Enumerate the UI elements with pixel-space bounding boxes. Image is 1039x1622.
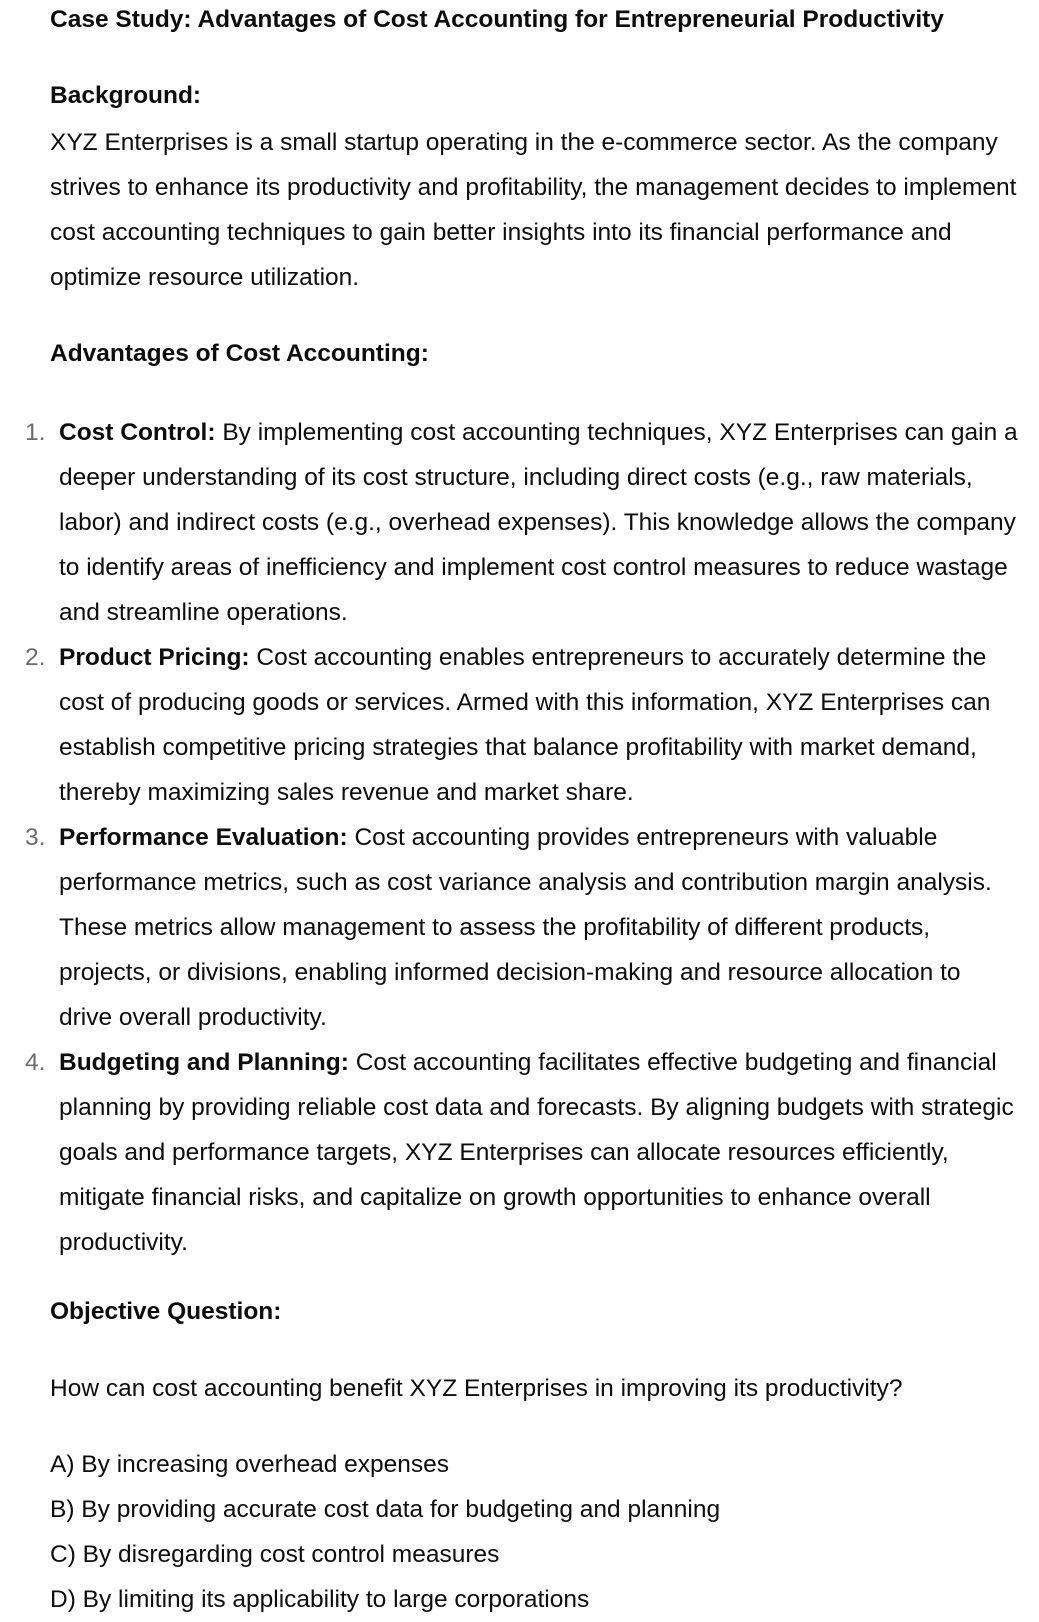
advantage-label: Budgeting and Planning: [59,1049,349,1076]
advantage-label: Cost Control: [59,419,216,446]
document-title: Case Study: Advantages of Cost Accounting for Entrepreneurial Productivity [50,6,944,33]
advantage-item-budgeting-planning [0,1040,1019,1265]
answer-option-c: C) By disregarding cost control measures [50,1541,500,1568]
advantage-item-performance-evaluation [0,815,1019,1040]
background-heading: Background: [50,82,202,109]
advantages-heading: Advantages of Cost Accounting: [50,340,429,367]
list-number: 1. [25,419,46,446]
list-number: 2. [25,644,46,671]
list-number: 3. [25,824,46,851]
advantage-item-product-pricing [0,635,1019,815]
advantage-text: By implementing cost accounting techniques, XYZ Enterprises can gain a deeper understanding of its cost structure, including direct costs (e.g., raw materials, labor) and indirect costs (e.g., overhead expenses). This knowledge allows the company to identify areas of inefficiency and implement cost control measures to reduce wastage and streamline operations. [59,419,1018,626]
answer-option-a: A) By increasing overhead expenses [50,1451,450,1478]
list-number: 4. [25,1049,46,1076]
advantages-list [0,410,1039,1265]
answer-options [50,1442,1020,1622]
answer-option-b: B) By providing accurate cost data for budgeting and planning [50,1496,721,1523]
advantage-label: Product Pricing: [59,644,250,671]
advantage-label: Performance Evaluation: [59,824,348,851]
question-text: How can cost accounting benefit XYZ Enterprises in improving its productivity? [50,1375,903,1402]
background-text: XYZ Enterprises is a small startup operating in the e-commerce sector. As the company strives to enhance its productivity and profitability, the management decides to implement cost accounting techniques to gain better insights into its financial performance and optimize resource utilization. [50,129,1017,291]
advantage-text: Cost accounting enables entrepreneurs to accurately determine the cost of producing goods or services. Armed with this information, XYZ Enterprises can establish competitive pricing strategies that balance profitability with market demand, thereby maximizing sales revenue and market share. [59,644,991,806]
advantage-text: Cost accounting facilitates effective budgeting and financial planning by providing reliable cost data and forecasts. By aligning budgets with strategic goals and performance targets, XYZ Enterprises can allocate resources efficiently, mitigate financial risks, and capitalize on growth opportunities to enhance overall productivity. [59,1049,1014,1256]
question-heading: Objective Question: [50,1298,282,1325]
advantage-item-cost-control [0,410,1019,635]
advantage-text: Cost accounting provides entrepreneurs with valuable performance metrics, such as cost variance analysis and contribution margin analysis. These metrics allow management to assess the profitability of different products, projects, or divisions, enabling informed decision-making and resource allocation to drive overall productivity. [59,824,992,1031]
answer-option-d: D) By limiting its applicability to large corporations [50,1586,590,1613]
